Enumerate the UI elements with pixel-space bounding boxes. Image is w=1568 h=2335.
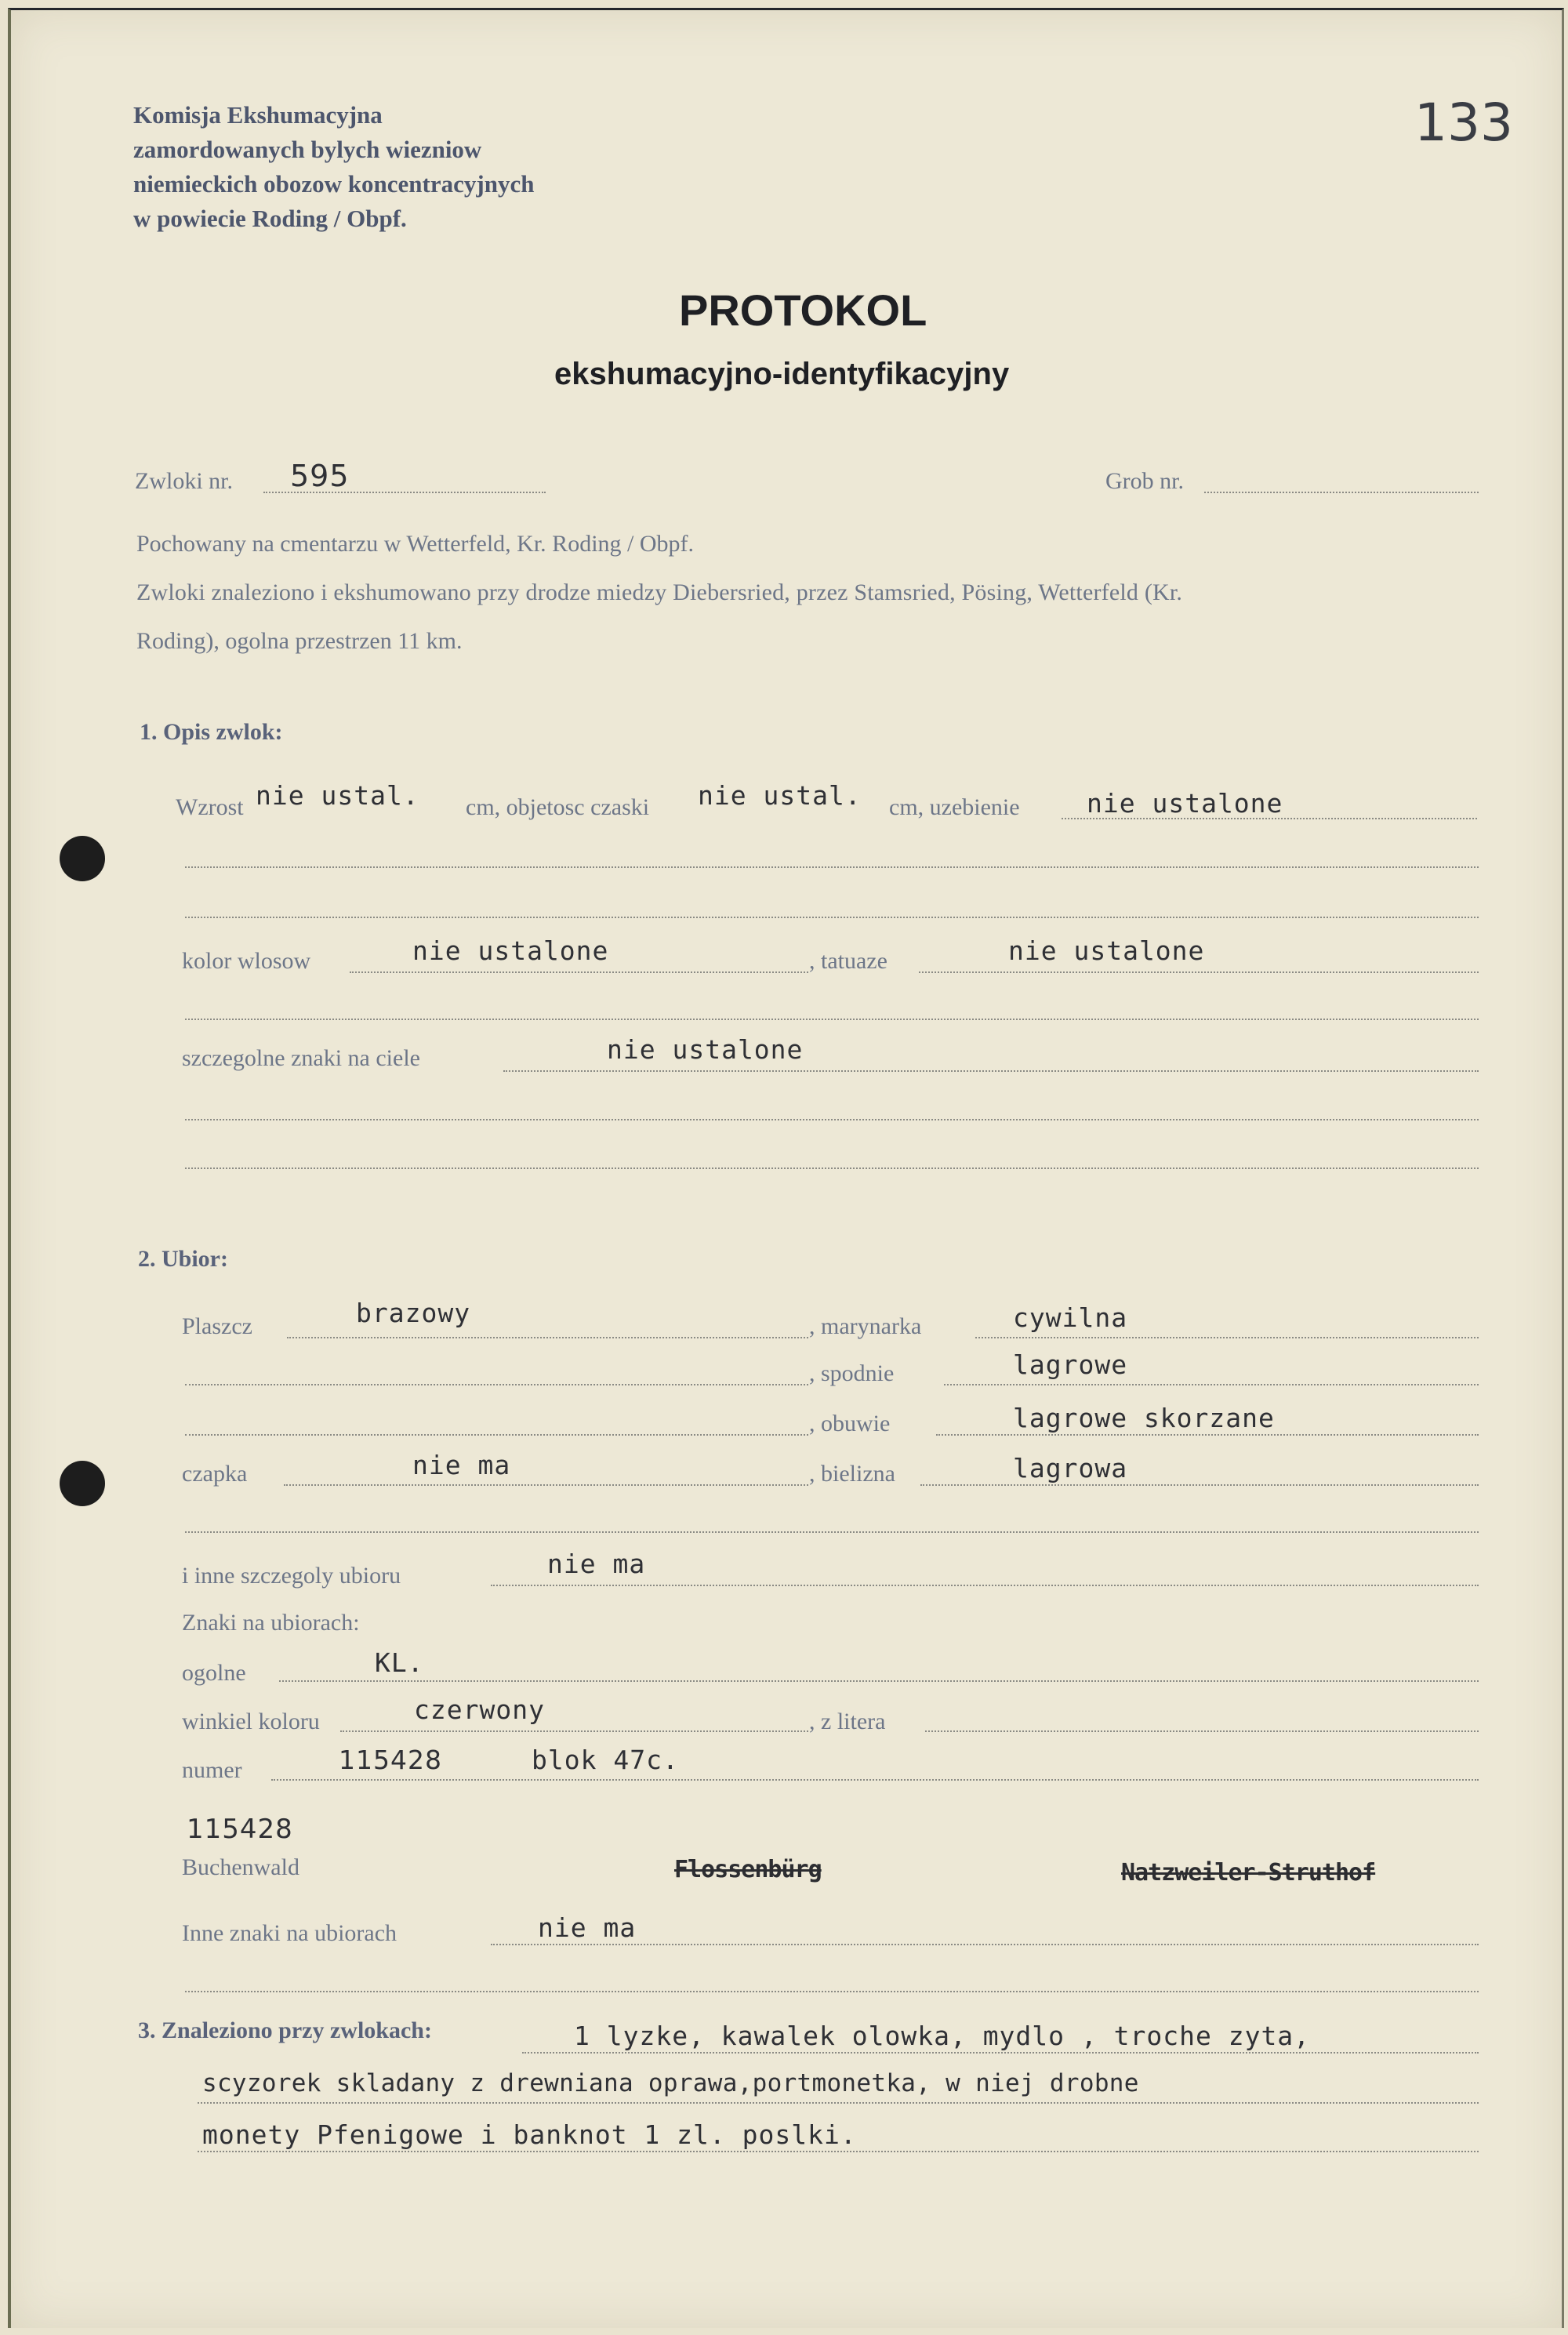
czapka-value: nie ma [412,1450,511,1480]
handwritten-prisoner-number: 115428 [187,1814,293,1845]
winkiel-line [340,1730,808,1732]
found-items-line-1 [522,2052,1479,2054]
document-title: PROTOKOL [679,285,927,335]
cm-uzebienie-label: cm, uzebienie [889,794,1020,820]
spodnie-label: , spodnie [809,1360,895,1386]
opis-line-8 [185,1168,1479,1169]
commission-line-3: niemieckich obozow koncentracyjnych [133,170,535,198]
zwloki-value: 595 [290,459,350,493]
document-subtitle: ekshumacyjno-identyfikacyjny [554,357,1010,391]
plaszcz-value: brazowy [356,1298,471,1328]
uzebienie-value: nie ustalone [1087,788,1283,819]
cm-czaski-label: cm, objetosc czaski [466,794,650,820]
kolor-wlosow-label: kolor wlosow [182,948,311,974]
zwloki-line [263,492,546,493]
ogolne-line [279,1680,1479,1682]
found-items-line-3 [198,2151,1479,2152]
winkiel-label: winkiel koloru [182,1709,320,1734]
bielizna-line [920,1484,1479,1486]
czapka-line [284,1484,808,1486]
grob-label: Grob nr. [1105,468,1184,494]
kolor-line [350,971,808,973]
tatuaze-line [919,971,1479,973]
opis-line-5 [185,1019,1479,1020]
ubior-line-5 [185,1531,1479,1533]
obuwie-left-line [185,1434,808,1436]
ubior-line-last [185,1991,1479,1992]
commission-line-2: zamordowanych bylych wiezniow [133,136,482,163]
section-3-heading: 3. Znaleziono przy zwlokach: [138,2017,432,2043]
zwloki-label: Zwloki nr. [135,468,233,494]
found-items-text-3: monety Pfenigowe i banknot 1 zl. poslki. [202,2119,857,2150]
inne-szczegoly-value: nie ma [547,1549,646,1579]
plaszcz-line [287,1337,808,1338]
opis-line-3 [185,917,1479,918]
obuwie-line [936,1434,1479,1436]
opis-line-2 [185,866,1479,868]
third-camp-struck-out [1121,1859,1375,1887]
inne-szczegoly-line [491,1585,1479,1586]
marynarka-value: cywilna [1013,1302,1128,1333]
numer-value: 115428 [339,1745,442,1775]
blok-value: blok 47c. [532,1745,679,1775]
opis-line-7 [185,1119,1479,1120]
znaki-ciele-label: szczegolne znaki na ciele [182,1045,420,1071]
z-litera-line [925,1730,1479,1732]
znaki-ciele-value: nie ustalone [607,1034,804,1065]
numer-line [271,1779,1479,1781]
z-litera-label: , z litera [809,1709,886,1734]
found-items-text-1: 1 lyzke, kawalek olowka, mydlo , troche zyta, [574,2021,1311,2051]
commission-line-1: Komisja Ekshumacyjna [133,101,383,129]
ogolne-value: KL. [375,1647,424,1678]
section-2-heading: 2. Ubior: [138,1246,228,1272]
bielizna-label: , bielizna [809,1461,895,1487]
numer-label: numer [182,1757,242,1783]
inne-szczegoly-label: i inne szczegoly ubioru [182,1563,401,1589]
wzrost-value: nie ustal. [256,780,419,811]
wzrost-label: Wzrost [176,794,244,820]
spodnie-left-line [185,1384,808,1385]
czapka-label: czapka [182,1461,248,1487]
found-items-line-2 [198,2102,1479,2104]
tatuaze-label: , tatuaze [809,948,887,974]
znaki-ubiorach-heading: Znaki na ubiorach: [182,1610,360,1636]
znaki-ciele-line [503,1070,1479,1072]
winkiel-value: czerwony [414,1694,545,1725]
tatuaze-value: nie ustalone [1008,935,1205,966]
obuwie-label: , obuwie [809,1411,891,1436]
czaski-value: nie ustal. [698,780,862,811]
found-location-line-1: Zwloki znaleziono i ekshumowano przy drodze miedzy Diebersried, przez Stamsried, Pösing, Wetterfeld (Kr. [136,579,1183,605]
third-camp-label: Natzweiler-Struthof [1121,1859,1376,1887]
ogolne-label: ogolne [182,1660,246,1686]
found-items-text-2: scyzorek skladany z drewniana oprawa,portmonetka, w niej drobne [202,2069,1139,2097]
inne-znaki-line [491,1944,1479,1945]
inne-znaki-value: nie ma [538,1912,637,1943]
kolor-wlosow-value: nie ustalone [412,935,609,966]
page-number: 133 [1414,93,1513,153]
obuwie-value: lagrowe skorzane [1013,1403,1275,1433]
spodnie-value: lagrowe [1013,1349,1128,1380]
bielizna-value: lagrowa [1013,1453,1128,1483]
inne-znaki-label: Inne znaki na ubiorach [182,1920,397,1946]
marynarka-line [975,1337,1479,1338]
grob-line [1204,492,1479,493]
punch-hole-bottom [60,1461,105,1506]
buchenwald-label: Buchenwald [182,1854,299,1880]
spodnie-line [944,1384,1479,1385]
flossenburg-struck-out [674,1856,822,1883]
section-1-heading: 1. Opis zwlok: [140,719,283,745]
burial-place: Pochowany na cmentarzu w Wetterfeld, Kr. Roding / Obpf. [136,531,695,557]
plaszcz-label: Plaszcz [182,1313,252,1339]
commission-line-4: w powiecie Roding / Obpf. [133,205,407,232]
document-page [8,8,1564,2328]
marynarka-label: , marynarka [809,1313,922,1339]
found-location-line-2: Roding), ogolna przestrzen 11 km. [136,628,463,654]
flossenburg-label: Flossenbürg [674,1856,822,1883]
punch-hole-top [60,836,105,881]
